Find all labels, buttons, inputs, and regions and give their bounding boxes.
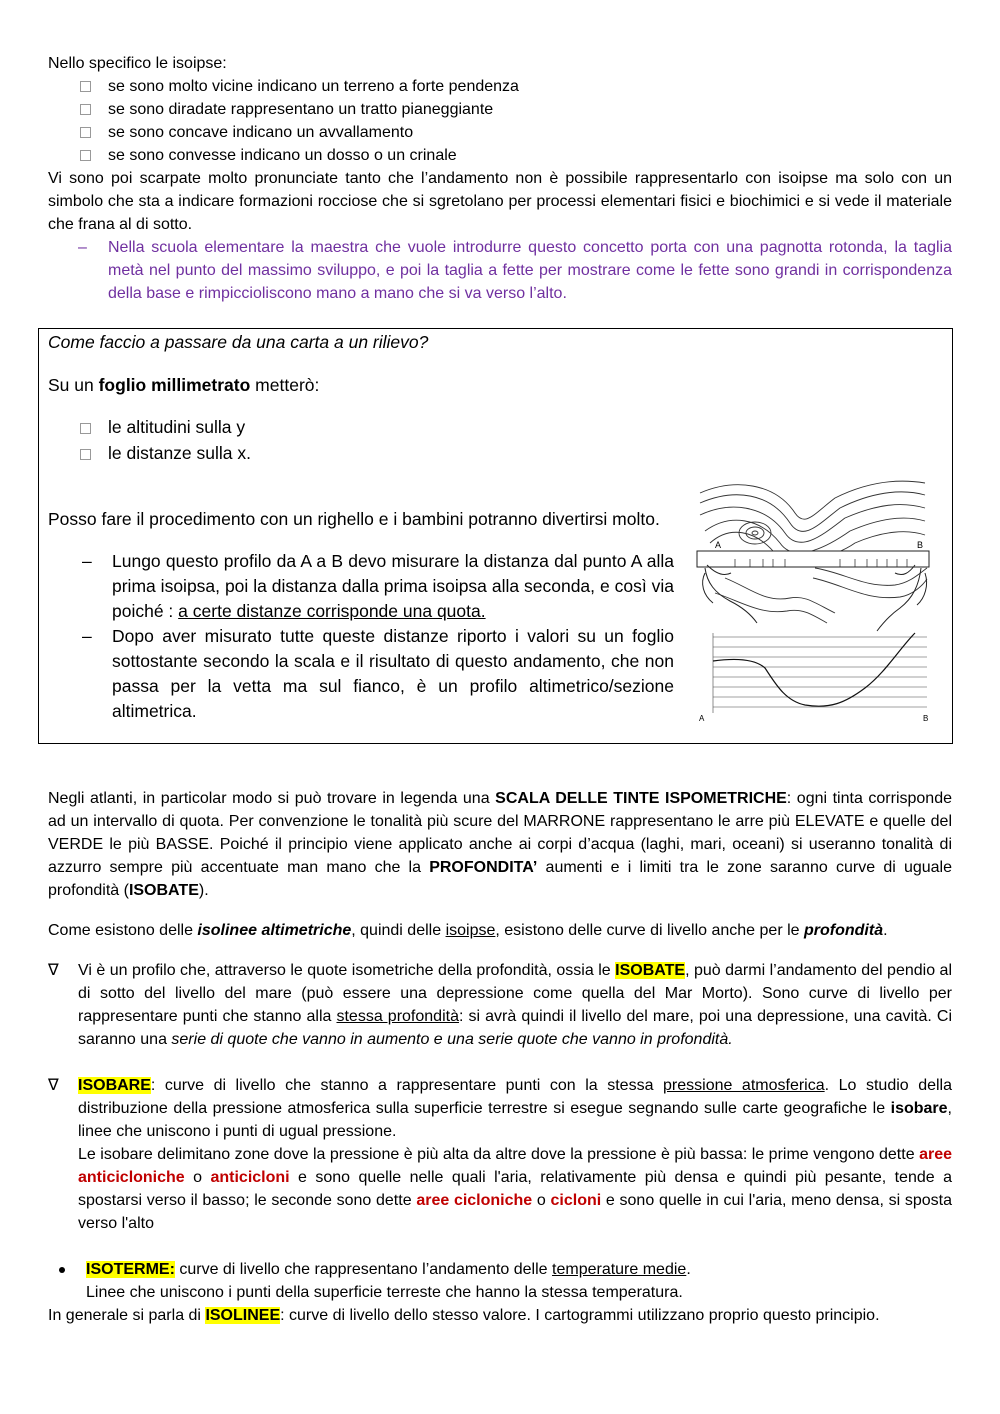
profile-box xyxy=(38,328,953,744)
atlas-paragraph: Negli atlanti, in particolar modo si può trovare in legenda una SCALA DELLE TINTE ISPOMETRICHE: ogni tinta corrisponde ad un intervallo di quota. Per convenzione le tonalità più scure del MARRONE rappresentano le arre più ELEVATE e quelle del VERDE le più BASSE. Poiché il principio viene applicato anche ai corpi d’acqua (laghi, mari, oceani) si useranno tonalità di azzurro sempre più accentuate man mano che la PROFONDITA’ aumenti e i limiti tra le zone saranno curve di uguale profondità (ISOBATE). xyxy=(48,790,953,899)
box-question: Come faccio a passare da una carta a un rilievo? xyxy=(48,332,429,352)
checkbox-bullet-icon xyxy=(80,449,91,460)
profile-b-label: B xyxy=(923,714,929,723)
isoterme-section xyxy=(48,1258,952,1304)
page-body-lower xyxy=(48,787,952,1327)
box-step-1: – Lungo questo profilo da A a B devo misurare la distanza dal punto A alla prima isoipsa, poi la distanza dalla prima isoipsa alla seconda, e così via poiché : a certe distanze corrisponde una quota. xyxy=(82,551,674,621)
point-b-label: B xyxy=(917,540,924,550)
contour-line xyxy=(700,492,925,532)
checkbox-bullet-icon xyxy=(80,127,91,138)
profile-box-text xyxy=(48,329,674,724)
checkbox-bullet-icon xyxy=(80,150,91,161)
bullet-dot-icon xyxy=(59,1267,65,1273)
dash-bullet: – xyxy=(82,551,92,571)
box-step-2: – Dopo aver misurato tutte queste distanze riporto i valori su un foglio sottostante secondo la scala e il risultato di questo andamento, che non passa per la vetta ma sul fianco, è un profilo altimetrico/sezione altimetrica. xyxy=(82,626,674,721)
list-item: se sono molto vicine indicano un terreno a forte pendenza xyxy=(48,75,952,98)
page-body xyxy=(48,52,952,305)
isolinee-paragraph: Come esistono delle isolinee altimetriche, quindi delle isoipse, esistono delle curve di livello anche per le profondità. xyxy=(48,922,888,939)
list-item: le distanze sulla x. xyxy=(48,441,674,466)
hand-right-icon xyxy=(877,565,927,631)
box-foglio-line: Su un foglio millimetrato metterò: xyxy=(48,375,320,395)
teacher-note: – Nella scuola elementare la maestra che vuole introdurre questo concetto porta con una pagnotta rotonda, la taglia metà nel punto del massimo sviluppo, e poi la taglia a fette per mostrare come le fette sono grandi in corrispondenza della base e rimpiccioliscono mano a mano che si va verso l’alto. xyxy=(48,236,952,305)
scarp-paragraph: Vi sono poi scarpate molto pronunciate tanto che l’andamento non è possibile rappresentarlo con isoipse ma solo con un simbolo che sta a indicare formazioni rocciose che si sgretolano per processi elementari fisici e biochimici e si vede il materiale che frana al di sotto. xyxy=(48,170,952,233)
isobare-definition: ISOBARE: curve di livello che stanno a rappresentare punti con la stessa pressione atmosferica. Lo studio della distribuzione della pressione atmosferica sulla superficie terrestre si esegue segnando sulle carte geografiche le isobare, linee che uniscono i punti di ugual pressione. xyxy=(78,1077,953,1140)
checkbox-bullet-icon xyxy=(80,81,91,92)
dash-bullet: – xyxy=(82,626,92,646)
isoterme-definition: ISOTERME: curve di livello che rappresentano l’andamento delle temperature medie. xyxy=(86,1261,691,1278)
isobare-section xyxy=(48,1074,952,1235)
intro-line: Nello specifico le isoipse: xyxy=(48,55,227,72)
box-procedure: Posso fare il procedimento con un righello e i bambini potranno divertirsi molto. xyxy=(48,509,660,529)
contour-profile-illustration xyxy=(695,473,931,725)
point-a-label: A xyxy=(715,540,722,550)
isolinee-final: In generale si parla di ISOLINEE: curve di livello dello stesso valore. I cartogrammi utilizzano proprio questo principio. xyxy=(48,1307,880,1324)
contour-line xyxy=(705,518,925,553)
hand-left-icon xyxy=(703,565,757,623)
dash-bullet: – xyxy=(78,239,87,256)
ruler xyxy=(697,551,929,567)
profile-curve xyxy=(713,633,915,706)
isoterme-line2: Linee che uniscono i punti della superficie terreste che hanno la stessa temperatura. xyxy=(86,1284,683,1301)
list-item: se sono concave indicano un avvallamento xyxy=(48,121,952,144)
list-item: se sono diradate rappresentano un tratto pianeggiante xyxy=(48,98,952,121)
list-item: le altitudini sulla y xyxy=(48,415,674,440)
triangle-bullet-icon: ∇ xyxy=(48,1077,59,1094)
isobare-cyclones: Le isobare delimitano zone dove la pressione è più alta da altre dove la pressione è più bassa: le prime vengono dette aree anticicloniche o anticicloni e sono quelle nelle quali l'aria, relativamente più densa e quindi più pesante, tende a spostarsi verso il basso; le seconde sono dette aree cicloniche o cicloni e sono quelle in cui l'aria, meno densa, si sposta verso l'alto xyxy=(78,1146,953,1232)
contour-line xyxy=(752,531,758,535)
isobate-section: ∇ Vi è un profilo che, attraverso le quote isometriche della profondità, ossia le ISOBATE, può darmi l’andamento del pendio al di sotto del livello del mare (può essere una depressione come quella del Mar Morto). Sono curve di livello per rappresentare punti che stanno alla stessa profondità: si avrà quindi il livello del mare, poi una depressione, una cavità. Ci saranno una serie di quote che vanno in aumento e una serie quote che vanno in profondità. xyxy=(48,959,952,1051)
triangle-bullet-icon: ∇ xyxy=(48,962,59,979)
contour-line xyxy=(700,505,925,543)
checkbox-bullet-icon xyxy=(80,423,91,434)
list-item: se sono convesse indicano un dosso o un crinale xyxy=(48,144,952,167)
profile-a-label: A xyxy=(699,714,705,723)
contour-line xyxy=(715,593,827,623)
contour-line xyxy=(813,578,927,598)
contour-line xyxy=(700,481,925,519)
checkbox-bullet-icon xyxy=(80,104,91,115)
isoipse-list xyxy=(48,75,952,167)
profile-grid xyxy=(713,633,927,713)
